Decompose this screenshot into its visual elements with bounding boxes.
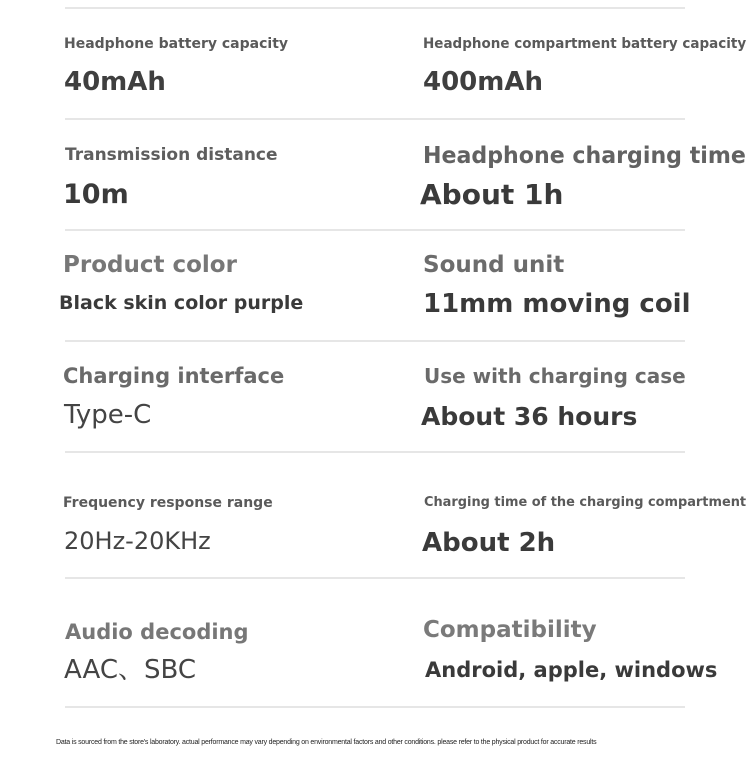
- spec-value-frequency-response: 20Hz-20KHz: [64, 527, 211, 555]
- spec-label-use-with-charging-case: Use with charging case: [424, 364, 686, 388]
- spec-value-compatibility: Android, apple, windows: [425, 658, 718, 682]
- spec-value-use-with-charging-case: About 36 hours: [421, 402, 638, 431]
- divider: [65, 340, 685, 342]
- spec-value-sound-unit: 11mm moving coil: [423, 289, 691, 319]
- spec-label-audio-decoding: Audio decoding: [65, 620, 249, 644]
- spec-value-transmission-distance: 10m: [63, 179, 129, 210]
- divider: [65, 7, 685, 9]
- spec-value-product-color: Black skin color purple: [59, 292, 304, 314]
- spec-label-compatibility: Compatibility: [423, 617, 597, 643]
- spec-label-headphone-charging-time: Headphone charging time: [423, 143, 746, 169]
- spec-label-transmission-distance: Transmission distance: [65, 145, 278, 165]
- divider: [65, 706, 685, 708]
- spec-label-battery-capacity: Headphone battery capacity: [64, 36, 289, 52]
- spec-label-product-color: Product color: [63, 252, 237, 278]
- spec-label-compartment-battery: Headphone compartment battery capacity: [423, 36, 747, 52]
- divider: [65, 229, 685, 231]
- spec-value-audio-decoding: AAC、SBC: [64, 655, 197, 685]
- spec-label-charging-interface: Charging interface: [63, 364, 285, 388]
- divider: [65, 451, 685, 453]
- spec-value-headphone-charging-time: About 1h: [420, 178, 564, 211]
- spec-value-compartment-charging-time: About 2h: [422, 528, 556, 558]
- spec-label-sound-unit: Sound unit: [423, 252, 565, 278]
- spec-value-compartment-battery: 400mAh: [423, 67, 543, 97]
- divider: [65, 118, 685, 120]
- spec-value-battery-capacity: 40mAh: [64, 67, 166, 97]
- spec-value-charging-interface: Type-C: [64, 400, 152, 430]
- divider: [65, 577, 685, 579]
- footer-disclaimer: Data is sourced from the store's laboratory. actual performance may vary depending on environmental factors and other conditions. please refer to the physical product for accurate results: [56, 739, 597, 746]
- spec-label-compartment-charging-time: Charging time of the charging compartment: [424, 495, 747, 510]
- spec-label-frequency-response: Frequency response range: [63, 495, 273, 511]
